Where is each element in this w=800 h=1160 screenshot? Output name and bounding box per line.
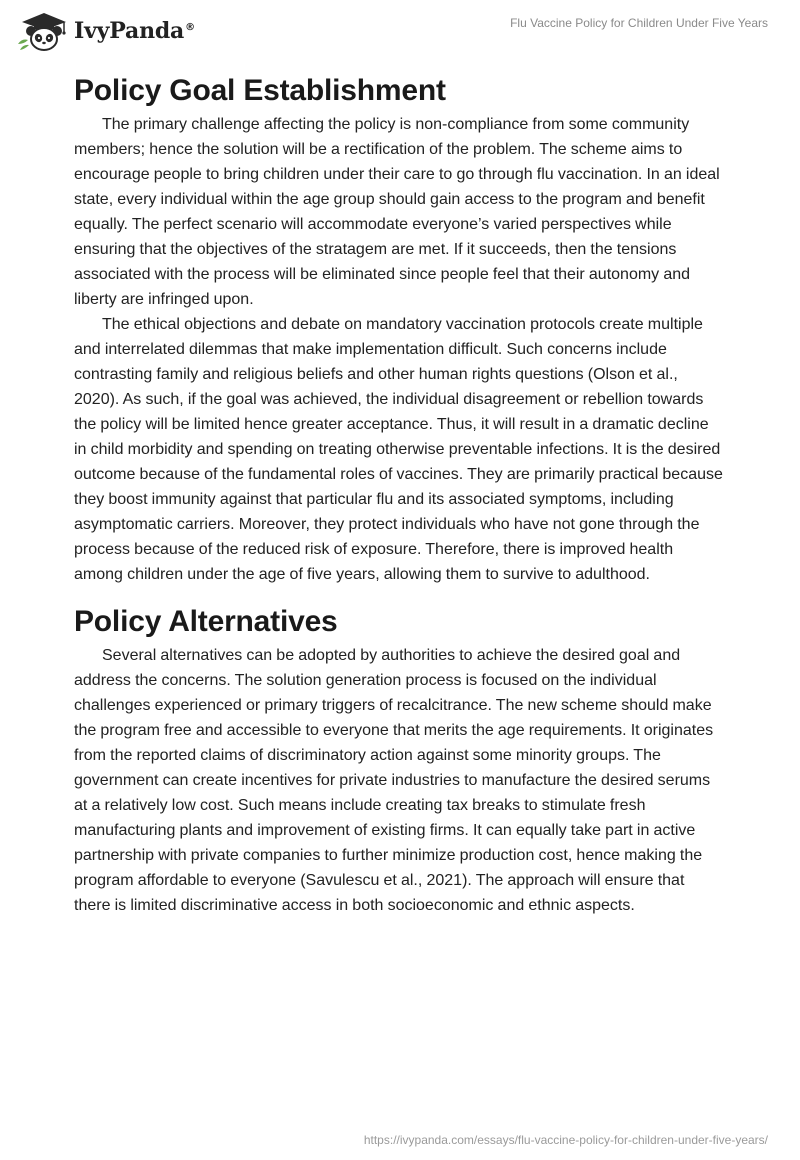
essay-content bbox=[74, 70, 724, 918]
ivypanda-logo[interactable] bbox=[14, 10, 195, 52]
brand-name: IvyPanda® bbox=[74, 18, 195, 44]
section-heading-policy-goal: Policy Goal Establishment bbox=[74, 74, 446, 107]
page-header bbox=[0, 0, 800, 60]
registered-mark: ® bbox=[185, 21, 195, 33]
paragraph: Several alternatives can be adopted by authorities to achieve the desired goal and address the concerns. The solution generation process is focused on the individual challenges experienced or primary triggers of recalcitrance. The new scheme should make the program free and accessible to everyone that merits the age requirements. It originates from the reported claims of discriminatory action against some minority groups. The government can create incentives for private industries to manufacture the desired serums at a relatively low cost. Such means include creating tax breaks to stimulate fresh manufacturing plants and improvement of existing firms. It can equally take part in active partnership with private companies to further minimize production cost, hence making the program affordable to everyone (Savulescu et al., 2021). The approach will ensure that there is limited discriminative access in both socioeconomic and ethnic aspects. bbox=[74, 647, 714, 914]
panda-graduate-icon bbox=[14, 10, 68, 52]
source-url[interactable]: https://ivypanda.com/essays/flu-vaccine-policy-for-children-under-five-years/ bbox=[363, 1133, 768, 1147]
running-title: Flu Vaccine Policy for Children Under Five Years bbox=[510, 16, 768, 30]
paragraph: The ethical objections and debate on mandatory vaccination protocols create multiple and interrelated dilemmas that make implementation difficult. Such concerns include contrasting family and religious beliefs and other human rights questions (Olson et al., 2020). As such, if the goal was achieved, the individual disagreement or rebellion towards the policy will be limited hence greater acceptance. Thus, it will result in a dramatic decline in child morbidity and spending on treating otherwise preventable infections. It is the desired outcome because of the fundamental roles of vaccines. They are primarily practical because they boost immunity against that particular flu and its associated symptoms, including asymptomatic carriers. Moreover, they protect individuals who have not gone through the process because of the reduced risk of exposure. Therefore, there is improved health among children under the age of five years, allowing them to survive to adulthood. bbox=[74, 316, 723, 583]
paragraph: The primary challenge affecting the policy is non-compliance from some community members; hence the solution will be a rectification of the problem. The scheme aims to encourage people to bring children under their care to go through flu vaccination. In an ideal state, every individual within the age group should gain access to the program and benefit equally. The perfect scenario will accommodate everyone’s varied perspectives while ensuring that the objectives of the stratagem are met. If it succeeds, then the tensions associated with the process will be eliminated since people feel that their autonomy and liberty are infringed upon. bbox=[74, 116, 720, 308]
section-heading-policy-alternatives: Policy Alternatives bbox=[74, 605, 338, 638]
